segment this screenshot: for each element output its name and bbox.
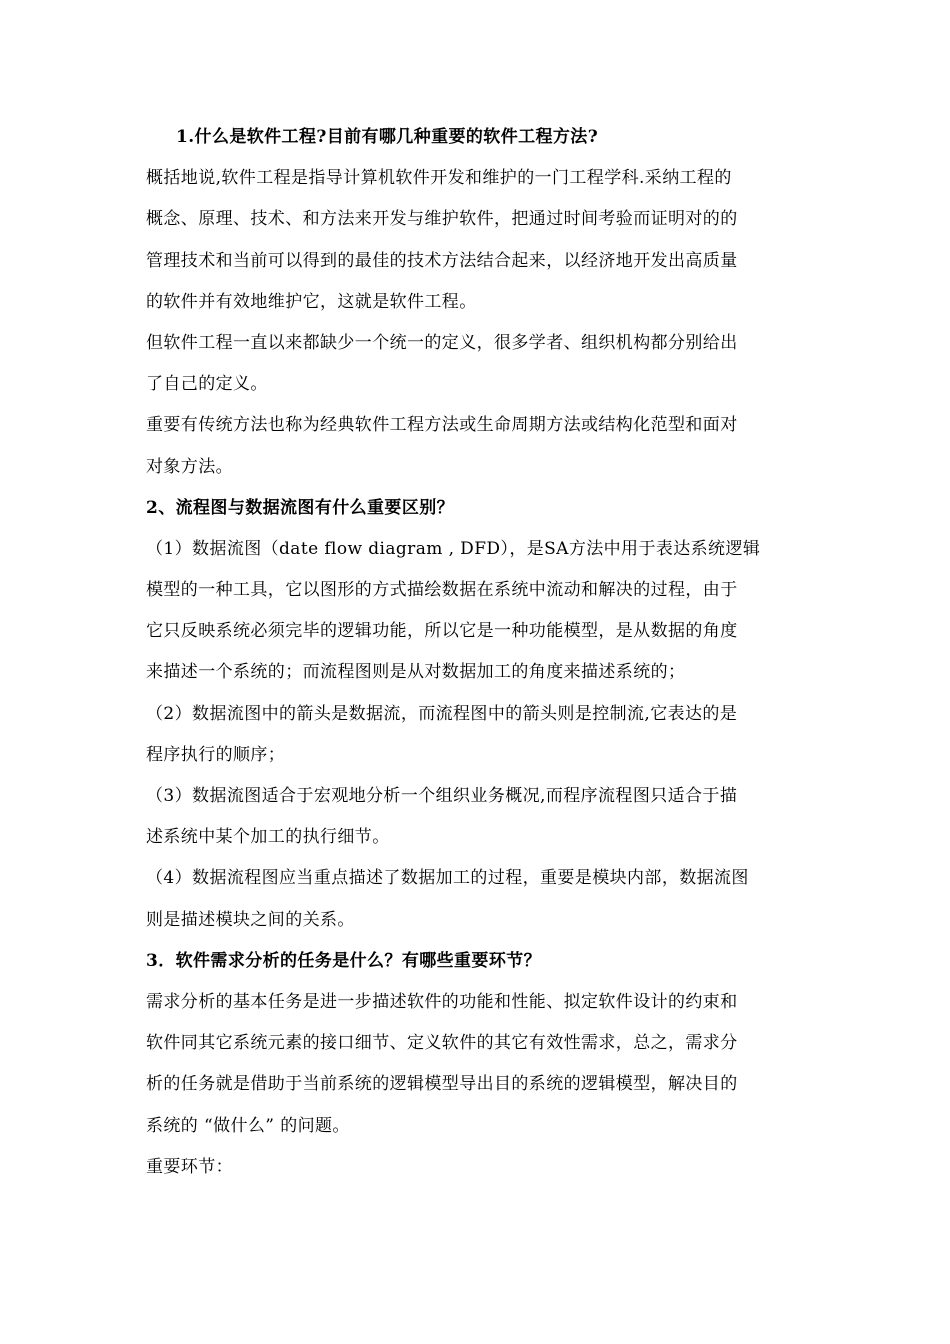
paragraph-line: 软件同其它系统元素的接口细节、定义软件的其它有效性需求，总之，需求分: [146, 1033, 738, 1054]
paragraph-line: 了自己的定义。: [146, 374, 268, 395]
paragraph-line: 程序执行的顺序；: [146, 744, 286, 765]
paragraph-line: 重要环节：: [146, 1156, 233, 1177]
paragraph-line: （3）数据流图适合于宏观地分析一个组织业务概况,而程序流程图只适合于描: [146, 786, 738, 806]
paragraph-line: 它只反映系统必须完毕的逻辑功能，所以它是一种功能模型，是从数据的角度: [146, 621, 738, 642]
paragraph-line: 析的任务就是借助于当前系统的逻辑模型导出目的系统的逻辑模型，解决目的: [146, 1074, 738, 1095]
paragraph-line: 模型的一种工具，它以图形的方式描绘数据在系统中流动和解决的过程，由于: [146, 580, 738, 601]
document-body: [146, 117, 810, 1188]
paragraph-line: 概念、原理、技术、和方法来开发与维护软件，把通过时间考验而证明对的的: [146, 209, 738, 230]
paragraph-line: 概括地说,软件工程是指导计算机软件开发和维护的一门工程学科.采纳工程的: [146, 168, 732, 189]
paragraph-line: 需求分析的基本任务是进一步描述软件的功能和性能、拟定软件设计的约束和: [146, 991, 738, 1012]
paragraph-line: 对象方法。: [146, 456, 233, 477]
paragraph-line: 重要有传统方法也称为经典软件工程方法或生命周期方法或结构化范型和面对: [146, 415, 738, 436]
question-1-heading: 1.什么是软件工程?目前有哪几种重要的软件工程方法?: [176, 127, 599, 147]
paragraph-line: 则是描述模块之间的关系。: [146, 909, 355, 930]
paragraph-line: 但软件工程一直以来都缺少一个统一的定义，很多学者、组织机构都分别给出: [146, 332, 738, 353]
paragraph-line: （2）数据流图中的箭头是数据流，而流程图中的箭头则是控制流,它表达的是: [146, 703, 738, 724]
paragraph-line: （4）数据流程图应当重点描述了数据加工的过程，重要是模块内部，数据流图: [146, 868, 749, 889]
paragraph-line: 系统的 “做什么” 的问题。: [146, 1115, 350, 1136]
question-2-heading: 2、流程图与数据流图有什么重要区别？: [146, 497, 455, 518]
paragraph-line: 的软件并有效地维护它，这就是软件工程。: [146, 291, 477, 312]
question-3-heading: 3．软件需求分析的任务是什么？有哪些重要环节？: [146, 950, 542, 971]
paragraph-line: 述系统中某个加工的执行细节。: [146, 827, 390, 848]
paragraph-line: 管理技术和当前可以得到的最佳的技术方法结合起来，以经济地开发出高质量: [146, 250, 738, 271]
paragraph-line: 来描述一个系统的；而流程图则是从对数据加工的角度来描述系统的；: [146, 662, 686, 683]
paragraph-line: （1）数据流图（date flow diagram , DFD），是SA方法中用于表达系统逻辑: [146, 538, 761, 559]
